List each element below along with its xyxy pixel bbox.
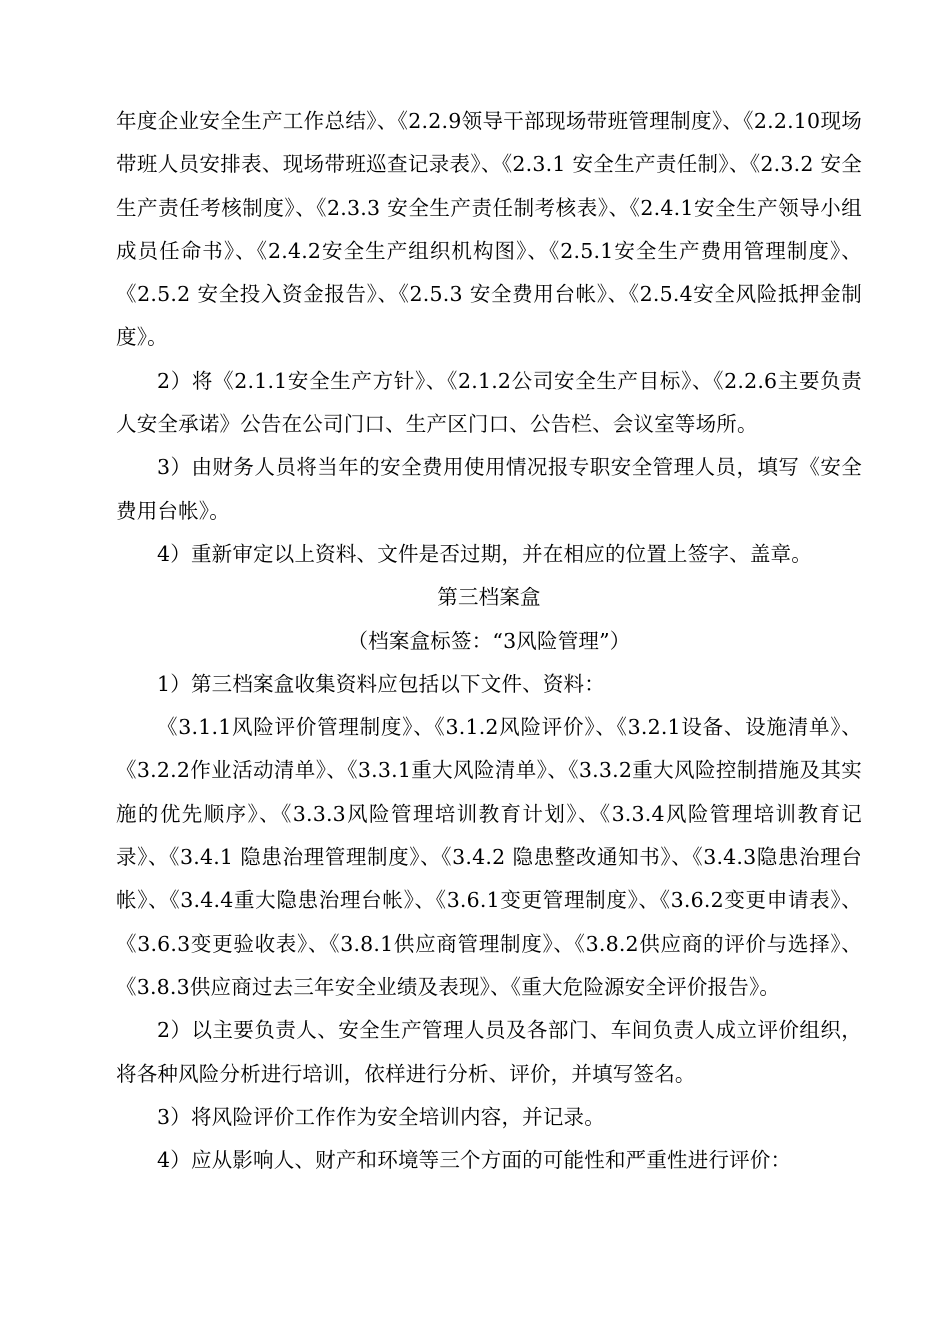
paragraph-step-2-posting: 2）将《2.1.1安全生产方针》、《2.1.2公司安全生产目标》、《2.2.6主要负责人安全承诺》公告在公司门口、生产区门口、公告栏、会议室等场所。 [116, 368, 862, 437]
paragraph-box3-step-2: 2）以主要负责人、安全生产管理人员及各部门、车间负责人成立评价组织，将各种风险分析进行培训，依样进行分析、评价，并填写签名。 [116, 1018, 862, 1086]
section-heading: 第三档案盒 [437, 585, 541, 610]
paragraph-box3-file-list: 《3.1.1风险评价管理制度》、《3.1.2风险评价》、《3.2.1设备、设施清单》、《3.2.2作业活动清单》、《3.3.1重大风险清单》、《3.3.2重大风险控制措施及其实施的优先顺序》、《3.3.3风险管理培训教育计划》、《3.3.4风险管理培训教育记录》、《3.4.1 隐患治理管理制度》、《3.4.2 隐患整改通知书》、《3.4.3隐患治理台帐》、《3.4.4重大隐患治理台帐》、《3.6.1变更管理制度》、《3.6.2变更申请表》、《3.6.3变更验收表》、《3.8.1供应商管理制度》、《3.8.2供应商的评价与选择》、《3.8.3供应商过去三年安全业绩及表现》、《重大危险源安全评价报告》。 [116, 715, 862, 999]
paragraph-box3-step-3: 3）将风险评价工作作为安全培训内容，并记录。 [157, 1104, 605, 1129]
paragraph-file-list-continued: 年度企业安全生产工作总结》、《2.2.9领导干部现场带班管理制度》、《2.2.10现场带班人员安排表、现场带班巡查记录表》、《2.3.1 安全生产责任制》、《2.3.2 安全生产责任考核制度》、《2.3.3 安全生产责任制考核表》、《2.4.1安全生产领导小组成员任命书》、《2.4.2安全生产组织机构图》、《2.5.1安全生产费用管理制度》、《2.5.2 安全投入资金报告》、《2.5.3 安全费用台帐》、《2.5.4安全风险抵押金制度》。 [116, 109, 862, 350]
paragraph-step-4-review: 4）重新审定以上资料、文件是否过期，并在相应的位置上签字、盖章。 [157, 541, 812, 566]
paragraph-step-3-finance: 3）由财务人员将当年的安全费用使用情况报专职安全管理人员，填写《安全费用台帐》。 [116, 455, 862, 523]
section-subheading: （档案盒标签：“3风险管理”） [347, 628, 631, 653]
paragraph-box3-step-1: 1）第三档案盒收集资料应包括以下文件、资料： [157, 671, 605, 696]
paragraph-box3-step-4: 4）应从影响人、财产和环境等三个方面的可能性和严重性进行评价： [157, 1148, 792, 1173]
document-page [116, 100, 862, 1182]
